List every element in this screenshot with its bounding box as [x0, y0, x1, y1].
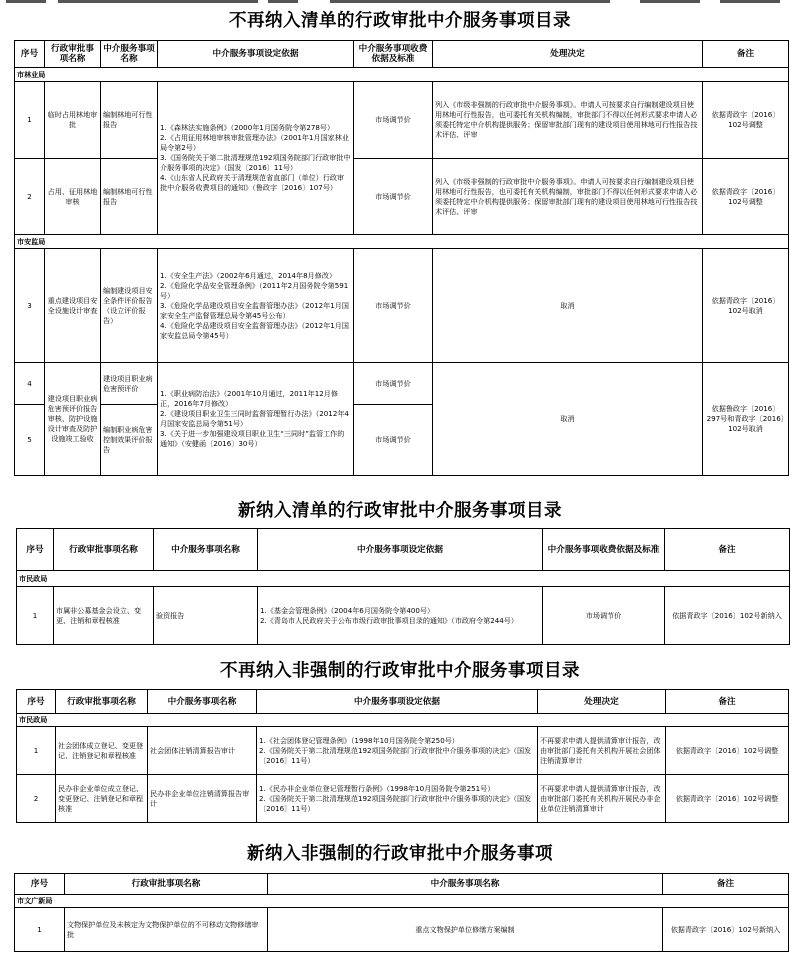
- approval-item: 民办非企业单位成立登记、变更登记、注销登记和章程核准: [56, 775, 148, 823]
- note-cell: 依据青政字〔2016〕102号调整: [666, 775, 789, 823]
- basis-line: 4.《山东省人民政府关于清理规范省直部门（单位）行政审批中介服务收费项目的通知》（鲁政字〔2016〕107号）: [160, 173, 345, 192]
- note-cell: 依据青政字〔2016〕102号调整: [666, 727, 789, 775]
- header-cell: 处理决定: [433, 41, 703, 68]
- section-title: 不再纳入非强制的行政审批中介服务事项目录: [220, 661, 580, 681]
- dept-row: [15, 68, 789, 82]
- header-cell: 行政审批事项名称: [45, 41, 101, 68]
- service-item: 社会团体注销清算报告审计: [148, 727, 257, 775]
- basis-line: 3.《关于进一步加强建设项目职业卫生“三同时”监管工作的通知》（安健函〔2016〕30号）: [160, 429, 345, 448]
- decision-cell: 取消: [433, 363, 703, 476]
- basis-line: 3.《危险化学品建设项目安全监督管理办法》（2012年1月国家安全生产监督管理总局令第45号公布）: [160, 300, 349, 320]
- table-row: [15, 363, 789, 405]
- approval-item: 建设项目职业病危害预评价报告审核、防护设施设计审查及防护设施竣工验收: [45, 363, 101, 476]
- header-row: [17, 690, 789, 714]
- basis-cell: [258, 587, 543, 645]
- header-cell: 序号: [15, 874, 65, 895]
- header-row: [15, 41, 789, 68]
- section-title: 不再纳入清单的行政审批中介服务事项目录: [229, 11, 571, 31]
- table-row: [15, 82, 789, 159]
- basis-line: 2.《建设项目职业卫生三同时监督管理暂行办法》（2012年4月国家安监总局令第51号）: [160, 409, 349, 428]
- note-cell: 依据青政字〔2016〕102号取消: [703, 249, 789, 363]
- basis-line: 2.《国务院关于第二批清理规范192项国务院部门行政审批中介服务事项的决定》（国发〔2016〕11号）: [259, 745, 532, 765]
- basis-line: 2.《危险化学品安全管理条例》（2011年2月国务院令第591号）: [160, 280, 349, 300]
- fee-cell: 市场调节价: [354, 82, 433, 159]
- header-cell: 序号: [15, 41, 45, 68]
- dept-row: [17, 571, 790, 587]
- table-row: [17, 587, 790, 645]
- service-item: 重点文物保护单位修缮方案编制: [268, 908, 663, 952]
- fee-cell: 市场调节价: [354, 159, 433, 235]
- note-cell: 依据鲁政字〔2016〕297号和青政字〔2016〕102号取消: [703, 363, 789, 476]
- row-number: 1: [15, 82, 45, 159]
- fee-cell: 市场调节价: [354, 363, 433, 405]
- header-cell: 备注: [703, 41, 789, 68]
- dept-label: 市民政局: [17, 714, 789, 727]
- header-cell: 行政审批事项名称: [54, 529, 154, 571]
- approval-item: 占用、征用林地审核: [45, 159, 101, 235]
- table-removed-nonmandatory: [16, 689, 789, 823]
- header-cell: 中介服务事项设定依据: [257, 690, 538, 714]
- decision-cell: 取消: [433, 249, 703, 363]
- header-cell: 中介服务事项设定依据: [258, 529, 543, 571]
- decision-cell: 不再要求申请人提供清算审计报告，改由审批部门委托有关机构开展民办非企业单位注销清算审计: [538, 775, 666, 823]
- header-cell: 备注: [663, 874, 789, 895]
- basis-cell: [257, 775, 538, 823]
- basis-cell: [158, 82, 354, 235]
- header-cell: 中介服务事项名称: [268, 874, 663, 895]
- fee-cell: 市场调节价: [354, 405, 433, 476]
- service-item: 编制林地可行性报告: [101, 159, 158, 235]
- basis-line: 2.《占用征用林地审核审批管理办法》（2001年1月国家林业局令第2号）: [160, 133, 349, 152]
- basis-line: 2.《青岛市人民政府关于公布市级行政审批事项目录的通知》（市政府令第244号）: [260, 615, 518, 625]
- header-cell: 中介服务事项名称: [148, 690, 257, 714]
- service-item: 验资报告: [154, 587, 258, 645]
- fee-cell: 市场调节价: [354, 249, 433, 363]
- table-row: [15, 249, 789, 363]
- top-cropped-text-strip: [0, 0, 800, 4]
- decision-cell: 列入《市级非强制的行政审批中介服务事项》。申请人可按要求自行编制建设项目使用林地可行性报告，也可委托有关机构编制，审批部门不得以任何形式要求申请人必须委托特定中介机构提供服务；保留审批部门现有的建设项目使用林地可行性报告技术评估、评审: [433, 159, 703, 235]
- table-removed-items: [14, 40, 789, 476]
- dept-row: [17, 714, 789, 727]
- note-cell: 依据青政字〔2016〕102号新纳入: [665, 587, 790, 645]
- dept-label: 市林业局: [15, 68, 789, 82]
- basis-line: 1.《基金会管理条例》（2004年6月国务院令第400号）: [260, 605, 435, 615]
- service-item: 编制林地可行性报告: [101, 82, 158, 159]
- row-number: 4: [15, 363, 45, 405]
- basis-line: 1.《安全生产法》（2002年6月通过，2014年8月修改）: [160, 270, 337, 280]
- basis-line: 1.《职业病防治法》（2001年10月通过，2011年12月修正，2016年7月修改）: [160, 389, 338, 408]
- row-number: 1: [17, 587, 54, 645]
- approval-item: 重点建设项目安全设施设计审查: [45, 249, 101, 363]
- dept-label: 市文广新局: [15, 895, 789, 908]
- basis-line: 3.《国务院关于第二批清理规范192项国务院部门行政审批中介服务事项的决定》（国发〔2016〕11号）: [160, 153, 351, 172]
- table-row: [17, 727, 789, 775]
- header-cell: 行政审批事项名称: [56, 690, 148, 714]
- header-cell: 序号: [17, 690, 56, 714]
- header-cell: 序号: [17, 529, 54, 571]
- note-cell: 依据青政字〔2016〕102号新纳入: [663, 908, 789, 952]
- header-cell: 中介服务事项设定依据: [158, 41, 354, 68]
- header-cell: 处理决定: [538, 690, 666, 714]
- header-cell: 中介服务事项收费依据及标准: [543, 529, 665, 571]
- approval-item: 社会团体成立登记、变更登记、注销登记和章程核准: [56, 727, 148, 775]
- service-item: 编制职业病危害控制效果评价报告: [101, 405, 158, 476]
- basis-cell: [257, 727, 538, 775]
- approval-item: 临时占用林地审批: [45, 82, 101, 159]
- decision-cell: 不再要求申请人提供清算审计报告，改由审批部门委托有关机构开展社会团体注销清算审计: [538, 727, 666, 775]
- header-row: [15, 874, 789, 895]
- approval-item: 文物保护单位及未核定为文物保护单位的不可移动文物修缮审批: [65, 908, 268, 952]
- dept-row: [15, 895, 789, 908]
- row-number: 5: [15, 405, 45, 476]
- basis-line: 4.《危险化学品建设项目安全监督管理办法》（2012年1月国家安监总局令第45号）: [160, 320, 349, 340]
- decision-cell: 列入《市级非强制的行政审批中介服务事项》。申请人可按要求自行编制建设项目使用林地可行性报告，也可委托有关机构编制，审批部门不得以任何形式要求申请人必须委托特定中介机构提供服务；保留审批部门现有的建设项目使用林地可行性报告技术评估、评审: [433, 82, 703, 159]
- row-number: 2: [15, 159, 45, 235]
- table-row: [15, 159, 789, 235]
- approval-item: 市属非公募基金会设立、变更、注销和章程核准: [54, 587, 154, 645]
- row-number: 3: [15, 249, 45, 363]
- header-row: [17, 529, 790, 571]
- basis-line: 1.《社会团体登记管理条例》（1998年10月国务院令第250号）: [259, 735, 459, 745]
- header-cell: 备注: [665, 529, 790, 571]
- basis-cell: [158, 249, 354, 363]
- table-row: [17, 775, 789, 823]
- dept-label: 市民政局: [17, 571, 790, 587]
- header-cell: 中介服务事项收费依据及标准: [354, 41, 433, 68]
- dept-label: 市安监局: [15, 235, 789, 249]
- dept-row: [15, 235, 789, 249]
- basis-line: 2.《国务院关于第二批清理规范192项国务院部门行政审批中介服务事项的决定》（国发〔2016〕11号）: [259, 793, 532, 813]
- fee-cell: 市场调节价: [543, 587, 665, 645]
- service-item: 建设项目职业病危害预评价: [101, 363, 158, 405]
- header-cell: 备注: [666, 690, 789, 714]
- basis-line: 1.《森林法实施条例》（2000年1月国务院令第278号）: [160, 123, 335, 132]
- basis-cell: [158, 363, 354, 476]
- header-cell: 中介服务事项名称: [101, 41, 158, 68]
- service-item: 民办非企业单位注销清算报告审计: [148, 775, 257, 823]
- table-row: [15, 908, 789, 952]
- header-cell: 中介服务事项名称: [154, 529, 258, 571]
- note-cell: 依据青政字〔2016〕102号调整: [703, 159, 789, 235]
- basis-line: 1.《民办非企业单位登记管理暂行条例》（1998年10月国务院令第251号）: [259, 783, 495, 793]
- row-number: 2: [17, 775, 56, 823]
- section-title: 新纳入清单的行政审批中介服务事项目录: [238, 501, 562, 521]
- row-number: 1: [17, 727, 56, 775]
- row-number: 1: [15, 908, 65, 952]
- table-new-items: [16, 528, 790, 645]
- section-title: 新纳入非强制的行政审批中介服务事项: [247, 844, 553, 864]
- note-cell: 依据青政字〔2016〕102号调整: [703, 82, 789, 159]
- header-cell: 行政审批事项名称: [65, 874, 268, 895]
- table-new-nonmandatory: [14, 873, 789, 952]
- service-item: 编制建设项目安全条件评价报告（设立评价报告）: [101, 249, 158, 363]
